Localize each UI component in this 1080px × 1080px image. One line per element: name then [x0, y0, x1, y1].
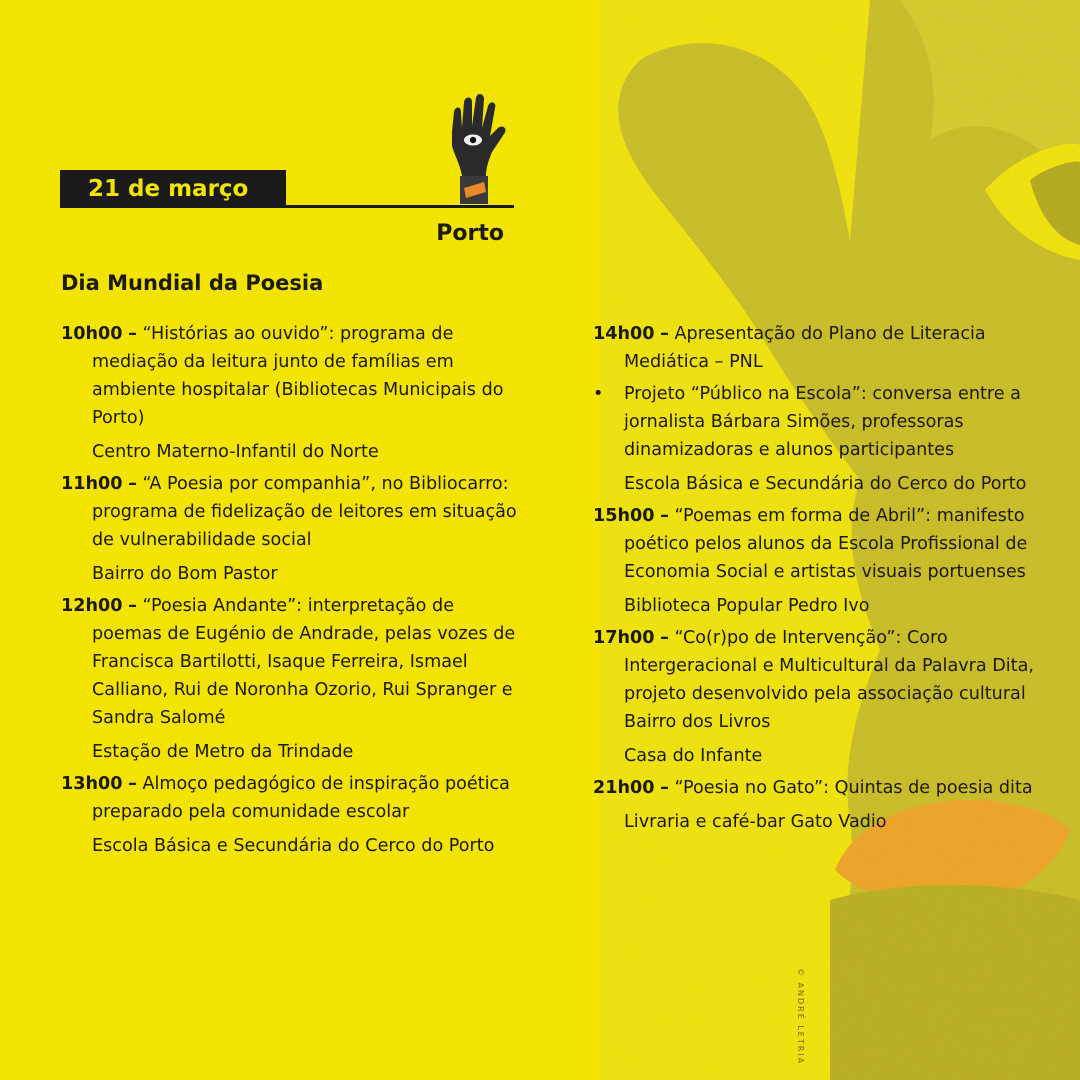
- page-title: Dia Mundial da Poesia: [61, 271, 324, 295]
- event-time: 15h00: [593, 506, 655, 526]
- schedule-left-column: [61, 320, 521, 864]
- event-text: “Histórias ao ouvido”: programa de mediação da leitura junto de famílias em ambiente hospitalar (Bibliotecas Municipais do Porto): [92, 324, 504, 428]
- event-text: Almoço pedagógico de inspiração poética preparado pela comunidade escolar: [92, 774, 510, 822]
- event-description: 13h00 – Almoço pedagógico de inspiração poética preparado pela comunidade escolar: [61, 774, 510, 822]
- event-time: 13h00: [61, 774, 123, 794]
- event-text: “Co(r)po de Intervenção”: Coro Intergeracional e Multicultural da Palavra Dita, projeto desenvolvido pela associação cultural Bairro dos Livros: [624, 628, 1034, 732]
- event-time: 14h00: [593, 324, 655, 344]
- event-text: “Poemas em forma de Abril”: manifesto poético pelos alunos da Escola Profissional de Economia Social e artistas visuais portuenses: [624, 506, 1028, 582]
- schedule-right-column: [593, 320, 1053, 840]
- event-text: “Poesia no Gato”: Quintas de poesia dita: [674, 778, 1033, 798]
- event-item: [61, 592, 521, 766]
- event-description: 10h00 – “Histórias ao ouvido”: programa de mediação da leitura junto de famílias em ambiente hospitalar (Bibliotecas Municipais do Porto): [61, 324, 504, 428]
- event-text: “Poesia Andante”: interpretação de poemas de Eugénio de Andrade, pelas vozes de Francisca Bartilotti, Isaque Ferreira, Ismael Calliano, Rui de Noronha Ozorio, Rui Spranger e Sandra Salomé: [92, 596, 516, 728]
- event-location: Casa do Infante: [624, 746, 763, 766]
- event-item: [61, 470, 521, 588]
- event-time: 12h00: [61, 596, 123, 616]
- event-text: Apresentação do Plano de Literacia Mediática – PNL: [624, 324, 986, 372]
- event-item: [61, 320, 521, 466]
- event-description: 12h00 – “Poesia Andante”: interpretação de poemas de Eugénio de Andrade, pelas vozes de Francisca Bartilotti, Isaque Ferreira, Ismael Calliano, Rui de Noronha Ozorio, Rui Spranger e Sandra Salomé: [61, 596, 516, 728]
- event-time: 21h00: [593, 778, 655, 798]
- event-location: Livraria e café-bar Gato Vadio: [624, 812, 887, 832]
- event-location: Estação de Metro da Trindade: [92, 742, 354, 762]
- event-location: Bairro do Bom Pastor: [92, 564, 278, 584]
- event-time: 10h00: [61, 324, 123, 344]
- event-subitem-text: Projeto “Público na Escola”: conversa entre a jornalista Bárbara Simões, professoras dinamizadoras e alunos participantes: [624, 384, 1021, 460]
- illustration-credit: © ANDRÉ LETRIA: [796, 968, 805, 1066]
- event-item: [593, 320, 1053, 498]
- event-description: 17h00 – “Co(r)po de Intervenção”: Coro Intergeracional e Multicultural da Palavra Dita, projeto desenvolvido pela associação cultural Bairro dos Livros: [593, 628, 1034, 732]
- event-description: 11h00 – “A Poesia por companhia”, no Bibliocarro: programa de fidelização de leitores em situação de vulnerabilidade social: [61, 474, 517, 550]
- event-time: 17h00: [593, 628, 655, 648]
- event-city: Porto: [436, 221, 504, 246]
- hand-with-eye-icon: [440, 92, 512, 206]
- event-location: Escola Básica e Secundária do Cerco do Porto: [92, 836, 495, 856]
- event-location: Biblioteca Popular Pedro Ivo: [624, 596, 870, 616]
- header-rule: [60, 205, 514, 208]
- event-description: 14h00 – Apresentação do Plano de Literacia Mediática – PNL: [593, 324, 986, 372]
- event-item: [593, 774, 1053, 836]
- event-description: 15h00 – “Poemas em forma de Abril”: manifesto poético pelos alunos da Escola Profissional de Economia Social e artistas visuais portuenses: [593, 506, 1028, 582]
- bullet-icon: •: [593, 384, 604, 404]
- event-location: Centro Materno-Infantil do Norte: [92, 442, 379, 462]
- event-time: 11h00: [61, 474, 123, 494]
- event-item: [593, 624, 1053, 770]
- event-description: 21h00 – “Poesia no Gato”: Quintas de poesia dita: [593, 778, 1033, 798]
- event-location: Escola Básica e Secundária do Cerco do Porto: [624, 474, 1027, 494]
- event-item: [593, 502, 1053, 620]
- event-date: 21 de março: [88, 176, 249, 202]
- event-subitem: [593, 380, 1053, 464]
- event-item: [61, 770, 521, 860]
- event-text: “A Poesia por companhia”, no Bibliocarro: programa de fidelização de leitores em situação de vulnerabilidade social: [92, 474, 517, 550]
